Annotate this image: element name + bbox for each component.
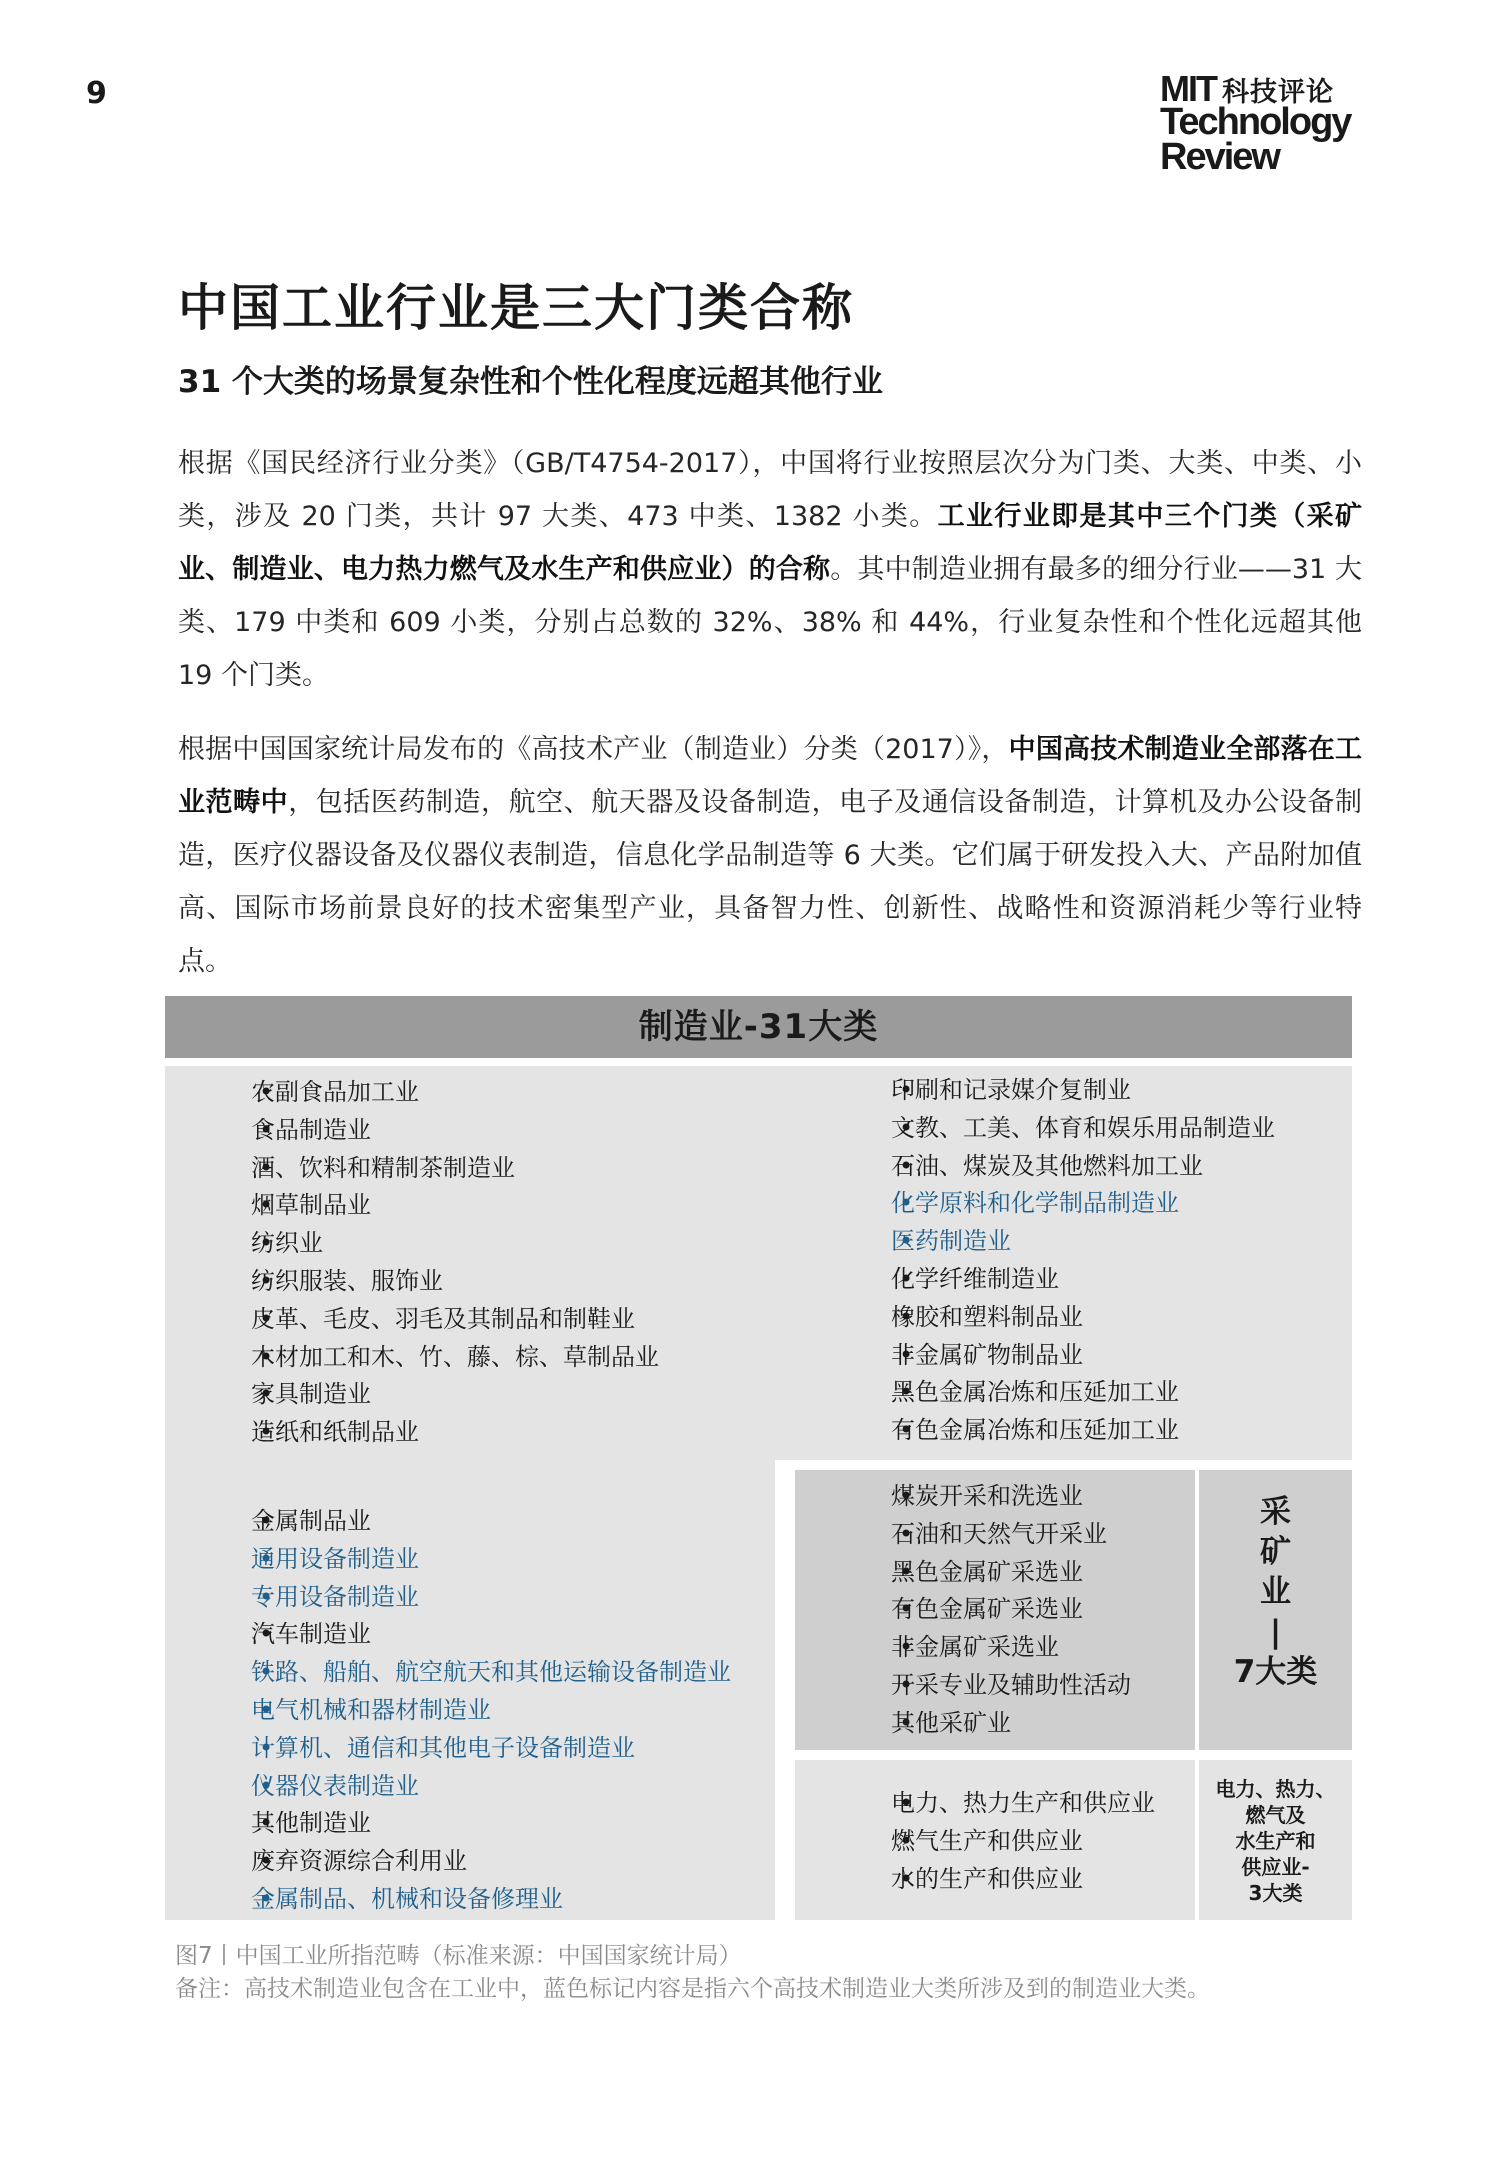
logo-review: Review xyxy=(1160,136,1279,179)
caption-line-1: 图7丨中国工业所指范畴（标准来源：中国国家统计局） xyxy=(175,1943,742,1969)
list-item: • 家具制造业 xyxy=(205,1376,659,1414)
power-label-line: 3大类 xyxy=(1248,1881,1303,1905)
list-item: • 橡胶和塑料制品业 xyxy=(845,1299,1275,1337)
list-item: • 废弃资源综合利用业 xyxy=(205,1843,731,1881)
list-item: • 文教、工美、体育和娱乐用品制造业 xyxy=(845,1110,1275,1148)
mining-list xyxy=(845,1478,1131,1743)
list-item: • 开采专业及辅助性活动 xyxy=(845,1667,1131,1705)
logo-technology: Technology xyxy=(1160,101,1351,144)
list-item: • 计算机、通信和其他电子设备制造业 xyxy=(205,1730,731,1768)
paragraph-1 xyxy=(178,437,1362,702)
paragraph-1-text-b: 。其中制造业拥有最多的细分行业——31 大类、179 中类和 609 小类，分别占总数的 32%、38% 和 44%，行业复杂性和个性化远超其他 19 个门类。 xyxy=(178,554,1362,691)
list-item: • 食品制造业 xyxy=(205,1112,659,1150)
power-label-line: 供应业- xyxy=(1241,1855,1310,1879)
list-item: • 通用设备制造业 xyxy=(205,1541,731,1579)
list-item: • 石油、煤炭及其他燃料加工业 xyxy=(845,1148,1275,1186)
manufacturing-list-top-left xyxy=(205,1074,659,1452)
list-item: • 电力、热力生产和供应业 xyxy=(845,1785,1155,1823)
logo-cn: 科技评论 xyxy=(1221,77,1334,107)
caption-line-2: 备注：高技术制造业包含在工业中，蓝色标记内容是指六个高技术制造业大类所涉及到的制造业大类。 xyxy=(175,1976,1210,2002)
list-item: • 烟草制品业 xyxy=(205,1187,659,1225)
list-item: • 铁路、船舶、航空航天和其他运输设备制造业 xyxy=(205,1654,731,1692)
paragraph-2 xyxy=(178,723,1362,988)
mining-label-line: 7大类 xyxy=(1233,1654,1318,1690)
power-category-label xyxy=(1199,1776,1352,1906)
list-item: • 煤炭开采和洗选业 xyxy=(845,1478,1131,1516)
manufacturing-list-bottom-left xyxy=(205,1503,731,1919)
list-item: • 印刷和记录媒介复制业 xyxy=(845,1072,1275,1110)
power-label-line: 水生产和 xyxy=(1235,1829,1316,1853)
list-item: • 其他采矿业 xyxy=(845,1705,1131,1743)
list-item: • 酒、饮料和精制茶制造业 xyxy=(205,1150,659,1188)
paragraph-2-text-b: ，包括医药制造，航空、航天器及设备制造，电子及通信设备制造，计算机及办公设备制造，医疗仪器设备及仪器仪表制造，信息化学品制造等 6 大类。它们属于研发投入大、产品附加值高、国际市场前景良好的技术密集型产业，具备智力性、创新性、战略性和资源消耗少等行业特点。 xyxy=(178,787,1363,977)
list-item: • 皮革、毛皮、羽毛及其制品和制鞋业 xyxy=(205,1301,659,1339)
list-item: • 专用设备制造业 xyxy=(205,1579,731,1617)
list-item: • 其他制造业 xyxy=(205,1805,731,1843)
list-item: • 纺织服装、服饰业 xyxy=(205,1263,659,1301)
paragraph-2-text-a: 根据中国国家统计局发布的《高技术产业（制造业）分类（2017）》， xyxy=(178,734,1009,765)
page-title: 中国工业行业是三大门类合称 xyxy=(178,279,854,337)
power-label-line: 电力、热力、 xyxy=(1215,1777,1336,1801)
list-item: • 非金属矿物制品业 xyxy=(845,1337,1275,1375)
mining-label-line: 矿 xyxy=(1260,1534,1291,1570)
power-label-line: 燃气及 xyxy=(1245,1803,1306,1827)
mining-label-line: | xyxy=(1269,1614,1282,1650)
list-item: • 水的生产和供应业 xyxy=(845,1861,1155,1899)
list-item: • 非金属矿采选业 xyxy=(845,1629,1131,1667)
list-item: • 汽车制造业 xyxy=(205,1616,731,1654)
figure-caption xyxy=(175,1940,1210,2006)
list-item: • 仪器仪表制造业 xyxy=(205,1768,731,1806)
mit-technology-review-logo xyxy=(1160,68,1360,179)
paragraph-1-text-a: 根据《国民经济行业分类》（GB/T4754-2017），中国将行业按照层次分为门类、大类、中类、小类，涉及 20 门类，共计 97 大类、473 中类、1382 小类。 xyxy=(178,448,1362,532)
page-number: 9 xyxy=(86,76,107,111)
industry-category-diagram xyxy=(165,996,1352,1926)
manufacturing-list-top-right xyxy=(845,1072,1275,1450)
list-item: • 化学纤维制造业 xyxy=(845,1261,1275,1299)
list-item: • 石油和天然气开采业 xyxy=(845,1516,1131,1554)
mining-label-line: 采 xyxy=(1260,1494,1291,1530)
list-item: • 金属制品业 xyxy=(205,1503,731,1541)
list-item: • 黑色金属矿采选业 xyxy=(845,1554,1131,1592)
list-item: • 有色金属矿采选业 xyxy=(845,1591,1131,1629)
power-list xyxy=(845,1785,1155,1898)
list-item: • 化学原料和化学制品制造业 xyxy=(845,1185,1275,1223)
mining-label-line: 业 xyxy=(1260,1574,1291,1610)
list-item: • 木材加工和木、竹、藤、棕、草制品业 xyxy=(205,1339,659,1377)
list-item: • 黑色金属冶炼和压延加工业 xyxy=(845,1374,1275,1412)
paragraph-1-bold: 工业行业即是其中三个门类（采矿业、制造业、电力热力燃气及水生产和供应业）的合称 xyxy=(178,501,1362,585)
list-item: • 电气机械和器材制造业 xyxy=(205,1692,731,1730)
list-item: • 纺织业 xyxy=(205,1225,659,1263)
list-item: • 燃气生产和供应业 xyxy=(845,1823,1155,1861)
page-subtitle: 31 个大类的场景复杂性和个性化程度远超其他行业 xyxy=(178,364,883,400)
list-item: • 金属制品、机械和设备修理业 xyxy=(205,1881,731,1919)
list-item: • 造纸和纸制品业 xyxy=(205,1414,659,1452)
logo-mit: MIT xyxy=(1160,68,1216,109)
mining-category-label xyxy=(1199,1492,1352,1692)
paragraph-2-bold: 中国高技术制造业全部落在工业范畴中 xyxy=(178,734,1363,818)
list-item: • 医药制造业 xyxy=(845,1223,1275,1261)
list-item: • 有色金属冶炼和压延加工业 xyxy=(845,1412,1275,1450)
manufacturing-header: 制造业-31大类 xyxy=(165,996,1352,1058)
list-item: • 农副食品加工业 xyxy=(205,1074,659,1112)
